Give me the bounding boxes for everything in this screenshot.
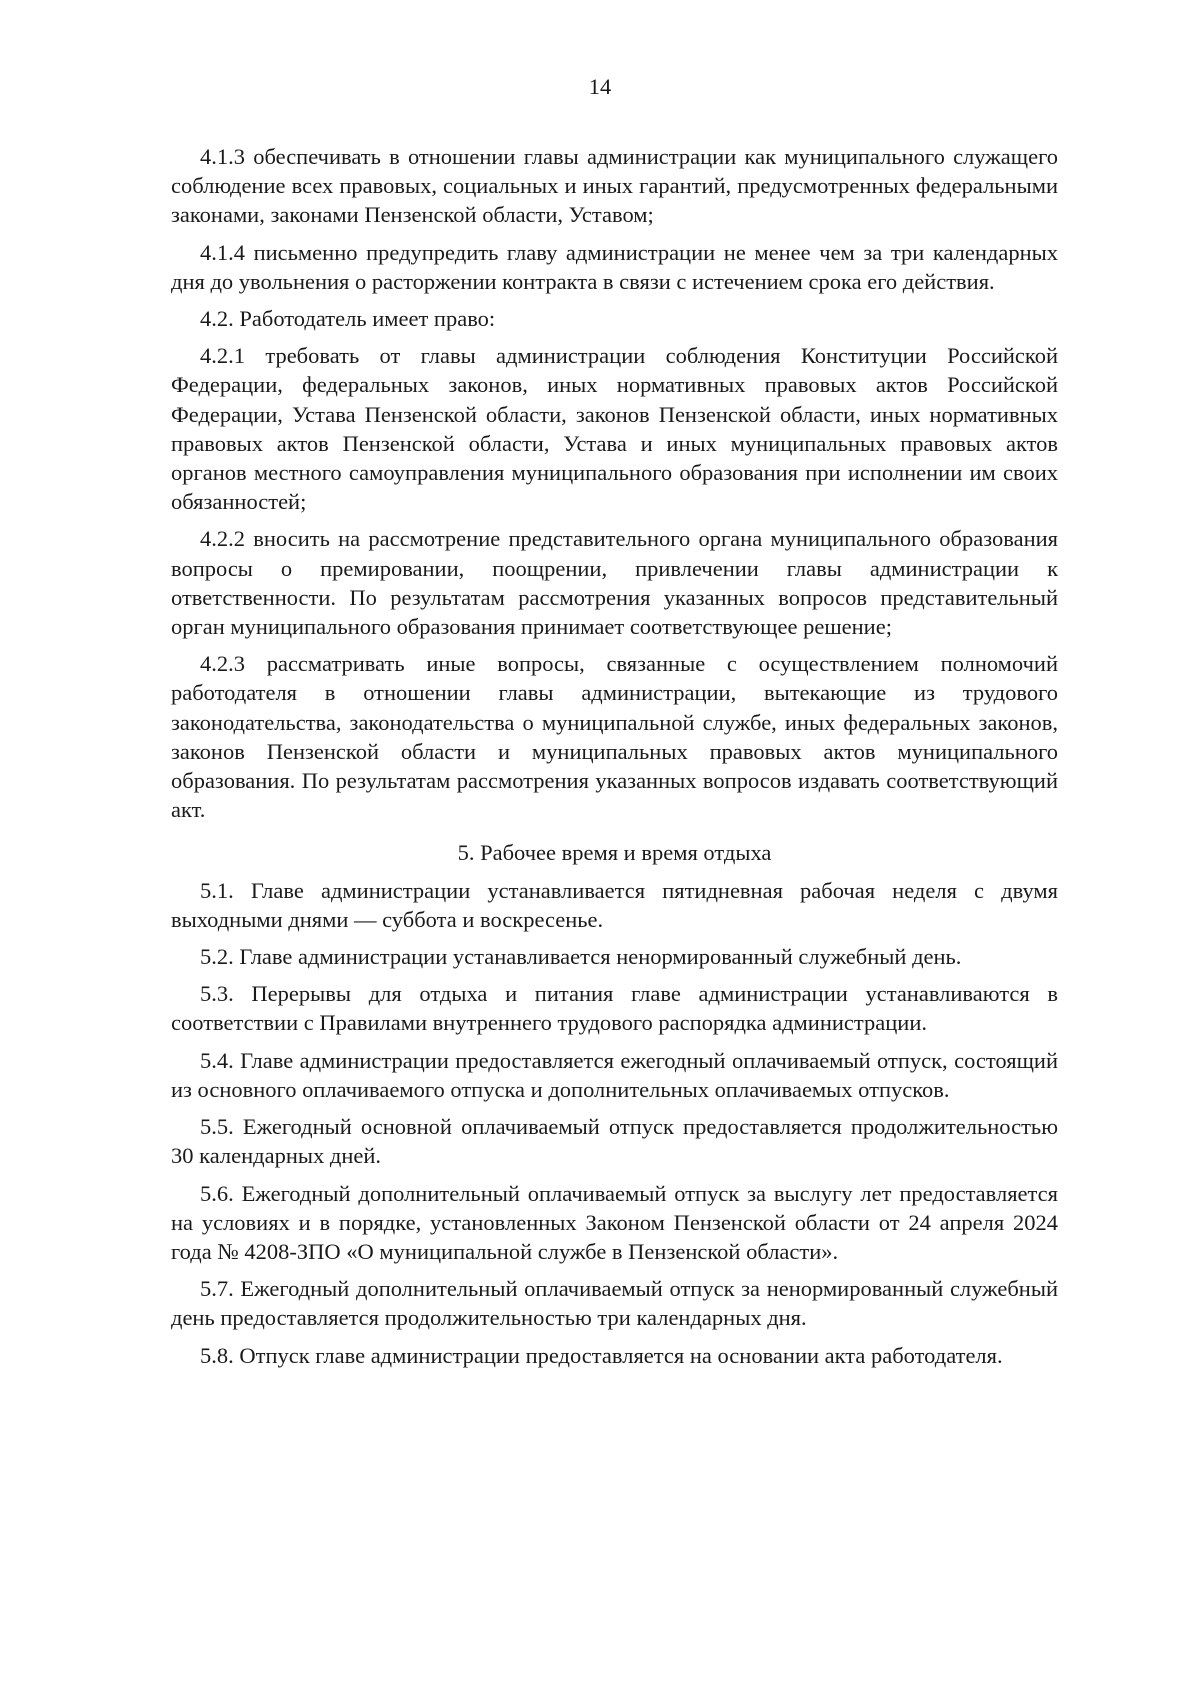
paragraph-5-4: 5.4. Главе администрации предоставляется ежегодный оплачиваемый отпуск, состоящий из основного оплачиваемого отпуска и дополнительных оплачиваемых отпусков.: [171, 1047, 1058, 1102]
section-5-heading: 5. Рабочее время и время отдыха: [457, 840, 772, 866]
paragraph-5-7: 5.7. Ежегодный дополнительный оплачиваемый отпуск за ненормированный служебный день предоставляется продолжительностью три календарных дня.: [171, 1276, 1058, 1331]
paragraph-4-2: 4.2. Работодатель имеет право:: [200, 306, 496, 332]
paragraph-5-6: 5.6. Ежегодный дополнительный оплачиваемый отпуск за выслугу лет предоставляется на условиях и в порядке, установленных Законом Пензенской области от 24 апреля 2024 года № 4208-ЗПО «О муниципальной службе в Пензенской области».: [171, 1180, 1058, 1264]
paragraph-4-2-1: 4.2.1 требовать от главы администрации соблюдения Конституции Российской Федерации, федеральных законов, иных нормативных правовых актов Российской Федерации, Устава Пензенской области, законов Пензенской области, иных нормативных правовых актов Пензенской области, Устава и иных муниципальных правовых актов органов местного самоуправления муниципального образования при исполнении им своих обязанностей;: [171, 343, 1058, 515]
paragraph-5-1: 5.1. Главе администрации устанавливается пятидневная рабочая неделя с двумя выходными днями — суббота и воскресенье.: [171, 877, 1058, 932]
paragraph-4-1-3: 4.1.3 обеспечивать в отношении главы администрации как муниципального служащего соблюдение всех правовых, социальных и иных гарантий, предусмотренных федеральными законами, законами Пензенской области, Уставом;: [171, 144, 1058, 228]
paragraph-5-3: 5.3. Перерывы для отдыха и питания главе администрации устанавливаются в соответствии с Правилами внутреннего трудового распорядка администрации.: [171, 981, 1058, 1036]
page-number: 14: [588, 74, 612, 99]
paragraph-4-2-3: 4.2.3 рассматривать иные вопросы, связанные с осуществлением полномочий работодателя в отношении главы администрации, вытекающие из трудового законодательства, законодательства о муниципальной службе, иных федеральных законов, законов Пензенской области и муниципальных правовых актов муниципального образования. По результатам рассмотрения указанных вопросов издавать соответствующий акт.: [171, 651, 1058, 823]
document-body: [171, 142, 1058, 1378]
paragraph-5-5: 5.5. Ежегодный основной оплачиваемый отпуск предоставляется продолжительностью 30 календарных дней.: [171, 1114, 1058, 1169]
paragraph-5-2: 5.2. Главе администрации устанавливается ненормированный служебный день.: [200, 944, 962, 970]
paragraph-5-8: 5.8. Отпуск главе администрации предоставляется на основании акта работодателя.: [200, 1342, 1003, 1368]
paragraph-4-1-4: 4.1.4 письменно предупредить главу администрации не менее чем за три календарных дня до увольнения о расторжении контракта в связи с истечением срока его действия.: [171, 239, 1058, 294]
paragraph-4-2-2: 4.2.2 вносить на рассмотрение представительного органа муниципального образования вопросы о премировании, поощрении, привлечении главы администрации к ответственности. По результатам рассмотрения указанных вопросов представительный орган муниципального образования принимает соответствующее решение;: [171, 526, 1058, 640]
